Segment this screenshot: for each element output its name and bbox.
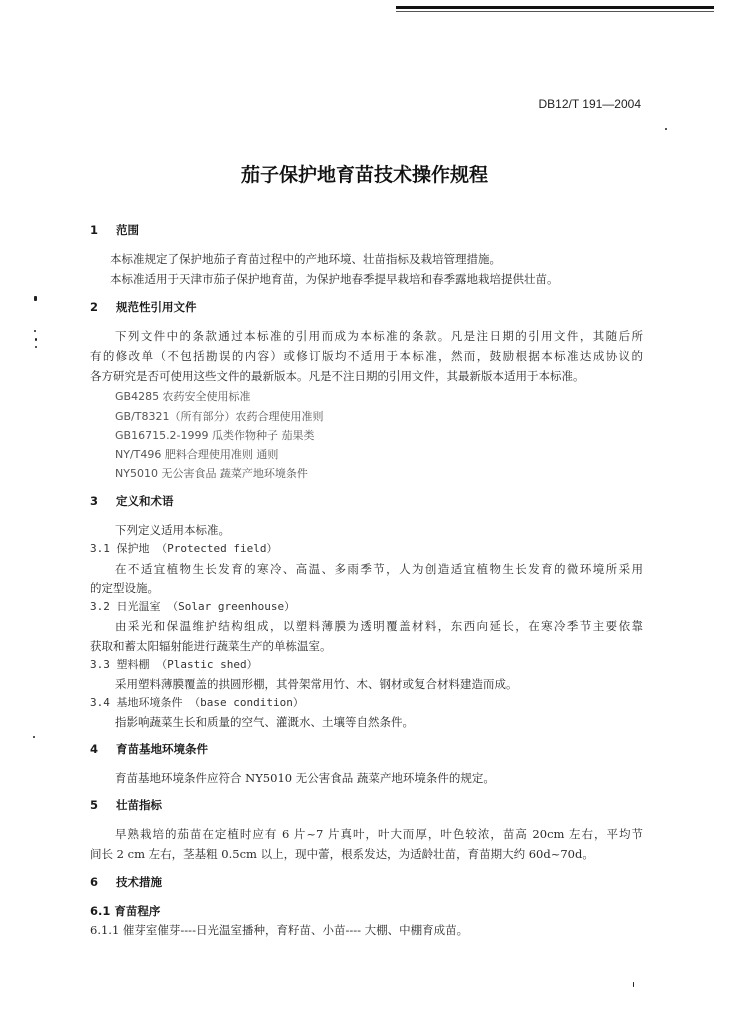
normative-reference: GB4285 农药安全使用标准 <box>115 390 251 403</box>
scan-mark <box>665 128 667 130</box>
term-3-2-heading: 3.2 日光温室 （Solar greenhouse） <box>90 600 296 613</box>
document-title: 茄子保护地育苗技术操作规程 <box>240 164 488 186</box>
term-3-4-definition: 指影响蔬菜生长和质量的空气、灌溉水、土壤等自然条件。 <box>115 715 414 729</box>
subsection-6-1-heading: 6.1 育苗程序 <box>90 904 161 918</box>
scan-mark <box>34 296 37 301</box>
normative-reference: GB16715.2-1999 瓜类作物种子 茄果类 <box>115 429 315 442</box>
document-number: DB12/T 191—2004 <box>538 97 641 111</box>
section-title: 壮苗指标 <box>116 798 162 812</box>
section-title: 范围 <box>116 223 139 237</box>
section-number: 1 <box>90 223 99 237</box>
scan-mark <box>35 346 37 348</box>
section-number: 5 <box>90 798 99 812</box>
section-number: 6 <box>90 875 99 889</box>
top-border-rule-thin <box>396 11 714 12</box>
normative-reference: NY/T496 肥料合理使用准则 通则 <box>115 448 279 461</box>
section-1-paragraph-1: 本标准规定了保护地茄子育苗过程中的产地环境、壮苗指标及栽培管理措施。 <box>110 252 501 266</box>
section-title: 技术措施 <box>116 875 162 889</box>
term-3-3-heading: 3.3 塑料棚 （Plastic shed） <box>90 658 258 671</box>
section-4-paragraph: 育苗基地环境条件应符合 NY5010 无公害食品 蔬菜产地环境条件的规定。 <box>115 771 495 785</box>
scan-mark <box>33 736 35 738</box>
term-3-2-definition: 由采光和保温维护结构组成，以塑料薄膜为透明覆盖材料，东西向延长，在寒冷季节主要依靠 <box>115 619 643 633</box>
section-1-heading <box>90 222 139 238</box>
term-3-2-definition: 获取和蓄太阳辐射能进行蔬菜生产的单栋温室。 <box>90 639 332 653</box>
term-3-1-heading: 3.1 保护地 （Protected field） <box>90 542 278 555</box>
scan-mark <box>34 330 36 332</box>
term-3-1-definition: 在不适宜植物生长发育的寒冷、高温、多雨季节，人为创造适宜植物生长发育的微环境所采用 <box>115 562 643 576</box>
section-number: 3 <box>90 494 99 508</box>
scan-mark <box>35 338 37 341</box>
section-5-paragraph-line: 间长 2 cm 左右，茎基粗 0.5cm 以上，现中蕾，根系发达，为适龄壮苗，育苗期大约 60d~70d。 <box>90 847 594 861</box>
section-5-heading <box>90 797 162 813</box>
section-2-paragraph-line: 各方研究是否可使用这些文件的最新版本。凡是不注日期的引用文件，其最新版本适用于本标准。 <box>90 369 585 383</box>
section-3-heading <box>90 493 174 509</box>
scan-mark <box>633 982 634 987</box>
section-5-paragraph-line: 早熟栽培的茄苗在定植时应有 6 片~7 片真叶，叶大而厚，叶色较浓，苗高 20cm 左右，平均节 <box>115 827 643 841</box>
section-title: 育苗基地环境条件 <box>116 742 208 756</box>
term-3-4-heading: 3.4 基地环境条件 （base condition） <box>90 696 304 709</box>
term-3-1-definition: 的定型设施。 <box>90 581 159 595</box>
section-title: 规范性引用文件 <box>116 300 197 314</box>
section-2-heading <box>90 299 197 315</box>
section-6-heading <box>90 874 162 890</box>
section-2-paragraph-line: 下列文件中的条款通过本标准的引用而成为本标准的条款。凡是注日期的引用文件，其随后所 <box>115 329 643 343</box>
section-3-intro: 下列定义适用本标准。 <box>115 523 230 537</box>
subsection-6-1-1-text: 6.1.1 催芽室催芽----日光温室播种，育籽苗、小苗---- 大棚、中棚育成苗。 <box>90 923 469 937</box>
section-1-paragraph-2: 本标准适用于天津市茄子保护地育苗，为保护地春季提早栽培和春季露地栽培提供壮苗。 <box>110 272 559 286</box>
section-number: 4 <box>90 742 99 756</box>
normative-reference: GB/T8321（所有部分）农药合理使用准则 <box>115 410 324 423</box>
section-title: 定义和术语 <box>116 494 174 508</box>
term-3-3-definition: 采用塑料薄膜覆盖的拱圆形棚，其骨架常用竹、木、钢材或复合材料建造而成。 <box>115 677 518 691</box>
top-border-rule <box>396 6 714 9</box>
section-2-paragraph-line: 有的修改单（不包括勘误的内容）或修订版均不适用于本标准，然而，鼓励根据本标准达成协议的 <box>90 349 643 363</box>
section-4-heading <box>90 741 208 757</box>
section-number: 2 <box>90 300 99 314</box>
normative-reference: NY5010 无公害食品 蔬菜产地环境条件 <box>115 467 308 480</box>
